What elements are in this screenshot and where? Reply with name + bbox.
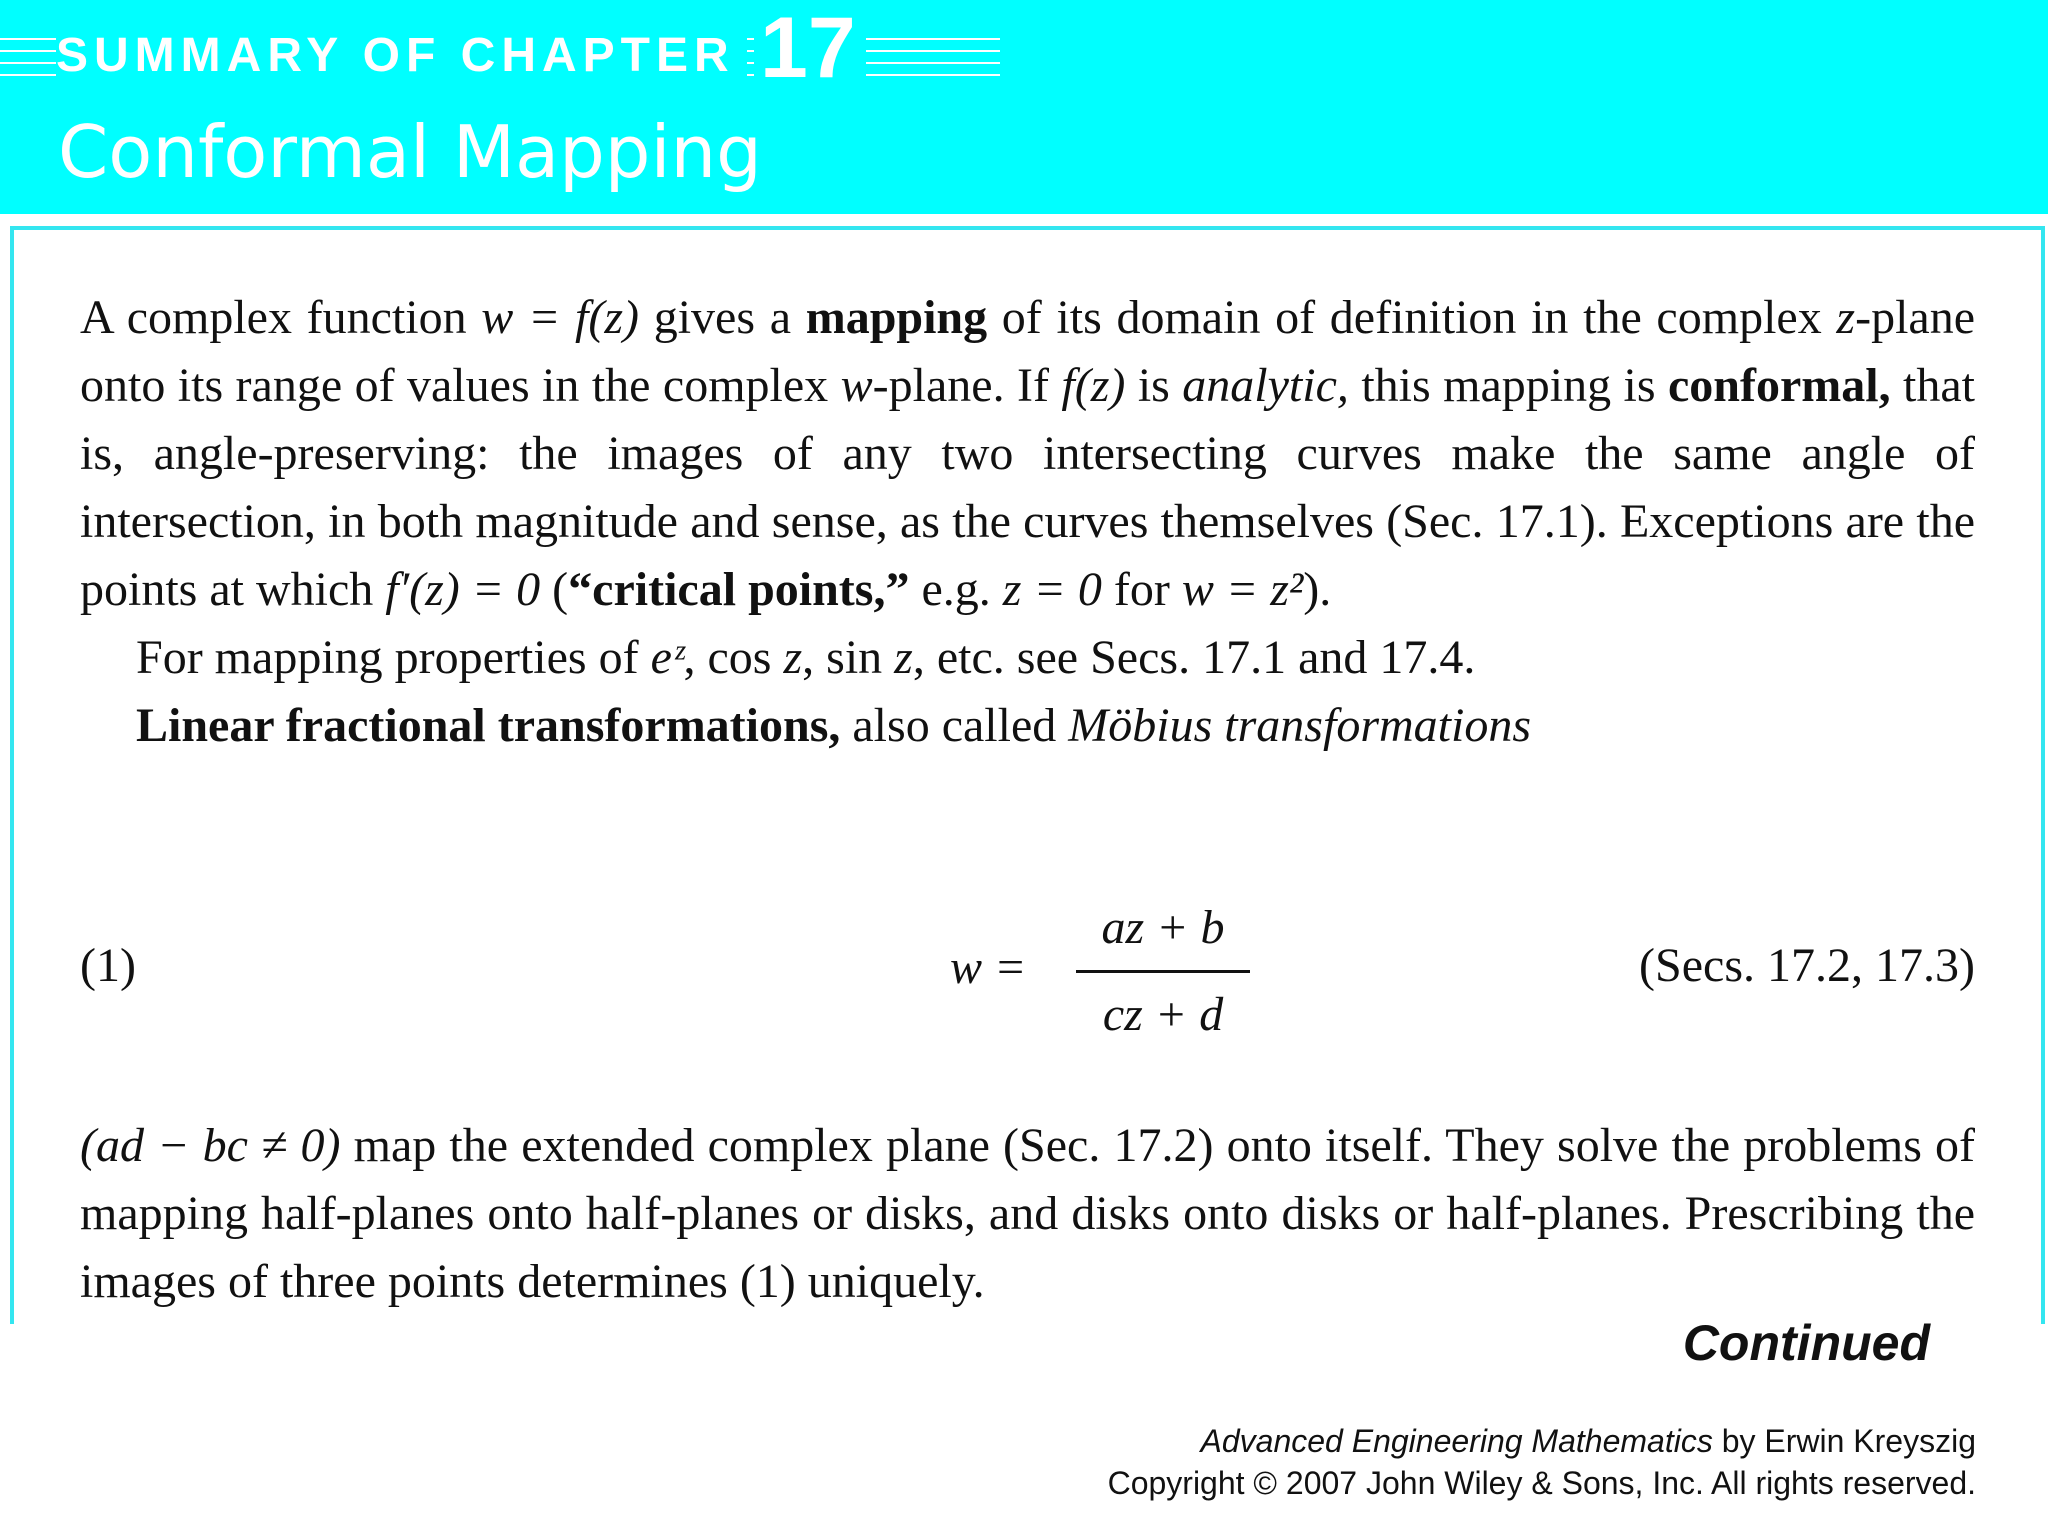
text: e.g. [909,563,1003,616]
chapter-number: 17 [754,8,866,88]
paragraph-properties [80,624,1975,692]
text: ). [1303,563,1332,616]
text: For mapping properties of [136,631,651,684]
math: w [840,359,873,412]
continued-label: Continued [1682,1315,1930,1371]
term-linear-fractional: Linear fractional transformations, [136,699,841,752]
page-title: Conformal Mapping [58,110,762,194]
equation-1 [80,896,1975,1046]
term-analytic: analytic, [1182,359,1349,412]
text: , cos [683,631,784,684]
fraction-bar [1076,970,1250,973]
text: is [1125,359,1183,412]
equation-lhs: w = [950,941,1027,994]
term-mobius: Möbius transformations [1068,699,1532,752]
term-conformal: conformal, [1667,359,1891,412]
math: z = 0 [1002,563,1102,616]
book-title: Advanced Engineering Mathematics [1200,1423,1713,1459]
math: z [783,631,803,684]
term-mapping: mapping [805,291,988,344]
equation-number: (1) [80,939,136,992]
math: z [894,631,913,684]
paragraph-mobius-properties [80,1112,1975,1316]
paragraph-mapping [80,284,1975,624]
equation-reference: (Secs. 17.2, 17.3) [1639,939,1975,992]
math: w = f(z) [481,291,640,344]
text: , etc. see Secs. 17.1 and 17.4. [912,631,1476,684]
chapter-label: SUMMARY OF CHAPTER [56,32,747,80]
math: az + b [1101,901,1225,954]
fraction [1076,896,1250,1047]
math: f′(z) = 0 [385,563,541,616]
text: -plane. If [872,359,1062,412]
text: ( [540,563,569,616]
text: that is, angle-preserving: the images of any two intersecting curves make the same angle of intersection, in both magnitude and sense, as the curves themselves (Sec. 17.1). Exceptions are the points at which [80,359,1976,616]
fraction-numerator [1076,896,1250,960]
math: (ad − bc ≠ 0) [80,1119,341,1172]
math: f(z) [1061,359,1126,412]
term-critical-points: “critical points,” [568,563,910,616]
paragraph-linear-fractional [80,692,1975,760]
text: also called [840,699,1069,752]
chapter-header [0,0,2048,214]
chapter-banner [0,0,1000,96]
text: A complex function [80,291,482,344]
math: z [1836,291,1856,344]
math: cz + d [1102,988,1224,1041]
text: , sin [802,631,895,684]
text: map the extended complex plane (Sec. 17.2) onto itself. They solve the problems of mapping half-planes onto half-planes or disks, and disks onto disks or half-planes. Prescribing the images of three points determines (1) uniquely. [80,1119,1976,1308]
math: eᶻ [650,631,684,684]
text: gives a [639,291,806,344]
book-author: by Erwin Kreyszig [1712,1423,1976,1459]
footer [1108,1420,1976,1504]
text: of its domain of definition in the complex [987,291,1837,344]
copyright: Copyright © 2007 John Wiley & Sons, Inc. All rights reserved. [1107,1465,1976,1501]
text: for [1101,563,1182,616]
summary-text [80,284,1975,760]
summary-text-continued [80,1112,1975,1316]
fraction-denominator [1076,983,1250,1047]
book-credit [1108,1420,1976,1462]
math: w = z² [1181,563,1304,616]
text: this mapping is [1348,359,1668,412]
text: -plane onto its range of values in the complex [80,291,1976,412]
